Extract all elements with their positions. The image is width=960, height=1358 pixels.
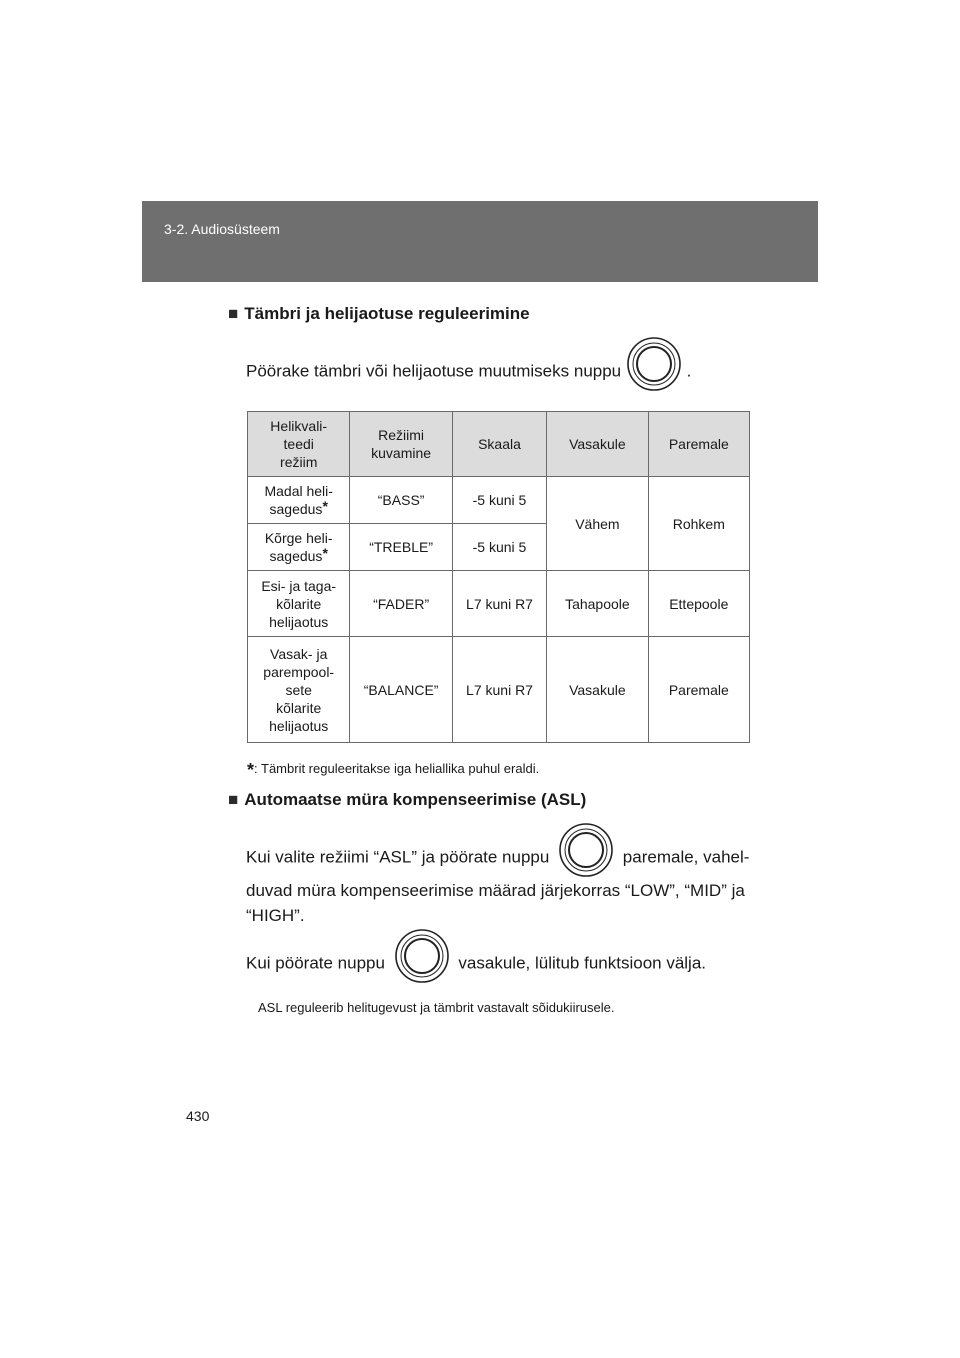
cell-right-merged: Rohkem <box>648 477 749 571</box>
cell-left-merged: Vähem <box>547 477 648 571</box>
cell-scale: -5 kuni 5 <box>452 524 546 571</box>
cell-left: Vasakule <box>547 637 648 743</box>
header-display: Režiimi kuvamine <box>350 412 452 477</box>
section-title: 3-2. Audiosüsteem <box>164 221 280 237</box>
cell-display: “TREBLE” <box>350 524 452 571</box>
tone-instruction-before: Pöörake tämbri või helijaotuse muutmiseks nuppu <box>246 361 622 381</box>
cell-scale: L7 kuni R7 <box>452 637 546 743</box>
table-row <box>248 571 750 637</box>
table-header-row <box>248 412 750 477</box>
header-left: Vasakule <box>547 412 648 477</box>
cell-left: Tahapoole <box>547 571 648 637</box>
table-footnote <box>247 760 539 781</box>
cell-display: “BALANCE” <box>350 637 452 743</box>
cell-display: “FADER” <box>350 571 452 637</box>
asl-line-2: duvad müra kompenseerimise määrad järjekorras “LOW”, “MID” ja <box>246 881 745 900</box>
footnote-marker: * <box>247 760 255 780</box>
cell-mode: Madal heli- sagedus* <box>248 477 350 524</box>
cell-mode: Esi- ja taga- kõlarite helijaotus <box>248 571 350 637</box>
asl-line-4-before: Kui pöörate nuppu <box>246 953 385 973</box>
table-row <box>248 637 750 743</box>
tone-instruction <box>246 352 691 392</box>
asl-heading <box>228 790 586 810</box>
asl-line-1 <box>246 838 749 878</box>
cell-display: “BASS” <box>350 477 452 524</box>
rotary-knob-icon <box>394 928 450 984</box>
cell-scale: L7 kuni R7 <box>452 571 546 637</box>
asl-line-4 <box>246 944 706 984</box>
cell-mode: Vasak- ja parempool- sete kõlarite helijaotus <box>248 637 350 743</box>
asl-line-1-before: Kui valite režiimi “ASL” ja pöörate nuppu <box>246 847 550 867</box>
header-right: Paremale <box>648 412 749 477</box>
cell-mode: Kõrge heli- sagedus* <box>248 524 350 571</box>
tone-heading-text: Tämbri ja helijaotuse reguleerimine <box>244 304 530 323</box>
rotary-knob-icon <box>558 822 614 878</box>
page-number: 430 <box>186 1108 210 1124</box>
asl-note: ASL reguleerib helitugevust ja tämbrit vastavalt sõidukiirusele. <box>258 1000 615 1015</box>
asl-line-1-after: paremale, vahel- <box>622 847 750 867</box>
asl-line-3: “HIGH”. <box>246 906 305 925</box>
header-scale: Skaala <box>452 412 546 477</box>
tone-heading <box>228 304 530 324</box>
asl-line-4-after: vasakule, lülitub funktsioon välja. <box>458 953 707 973</box>
square-bullet-icon: ■ <box>228 304 239 323</box>
section-header-bar <box>142 201 818 282</box>
cell-right: Ettepoole <box>648 571 749 637</box>
rotary-knob-icon <box>626 336 682 392</box>
header-mode: Helikvali- teedi režiim <box>248 412 350 477</box>
cell-scale: -5 kuni 5 <box>452 477 546 524</box>
cell-right: Paremale <box>648 637 749 743</box>
footnote-text: : Tämbrit reguleeritakse iga heliallika puhul eraldi. <box>254 761 540 776</box>
square-bullet-icon: ■ <box>228 790 239 809</box>
tone-instruction-after: . <box>686 361 692 381</box>
table-row <box>248 477 750 524</box>
asl-heading-text: Automaatse müra kompenseerimise (ASL) <box>244 790 587 809</box>
tone-mode-table <box>247 411 750 743</box>
